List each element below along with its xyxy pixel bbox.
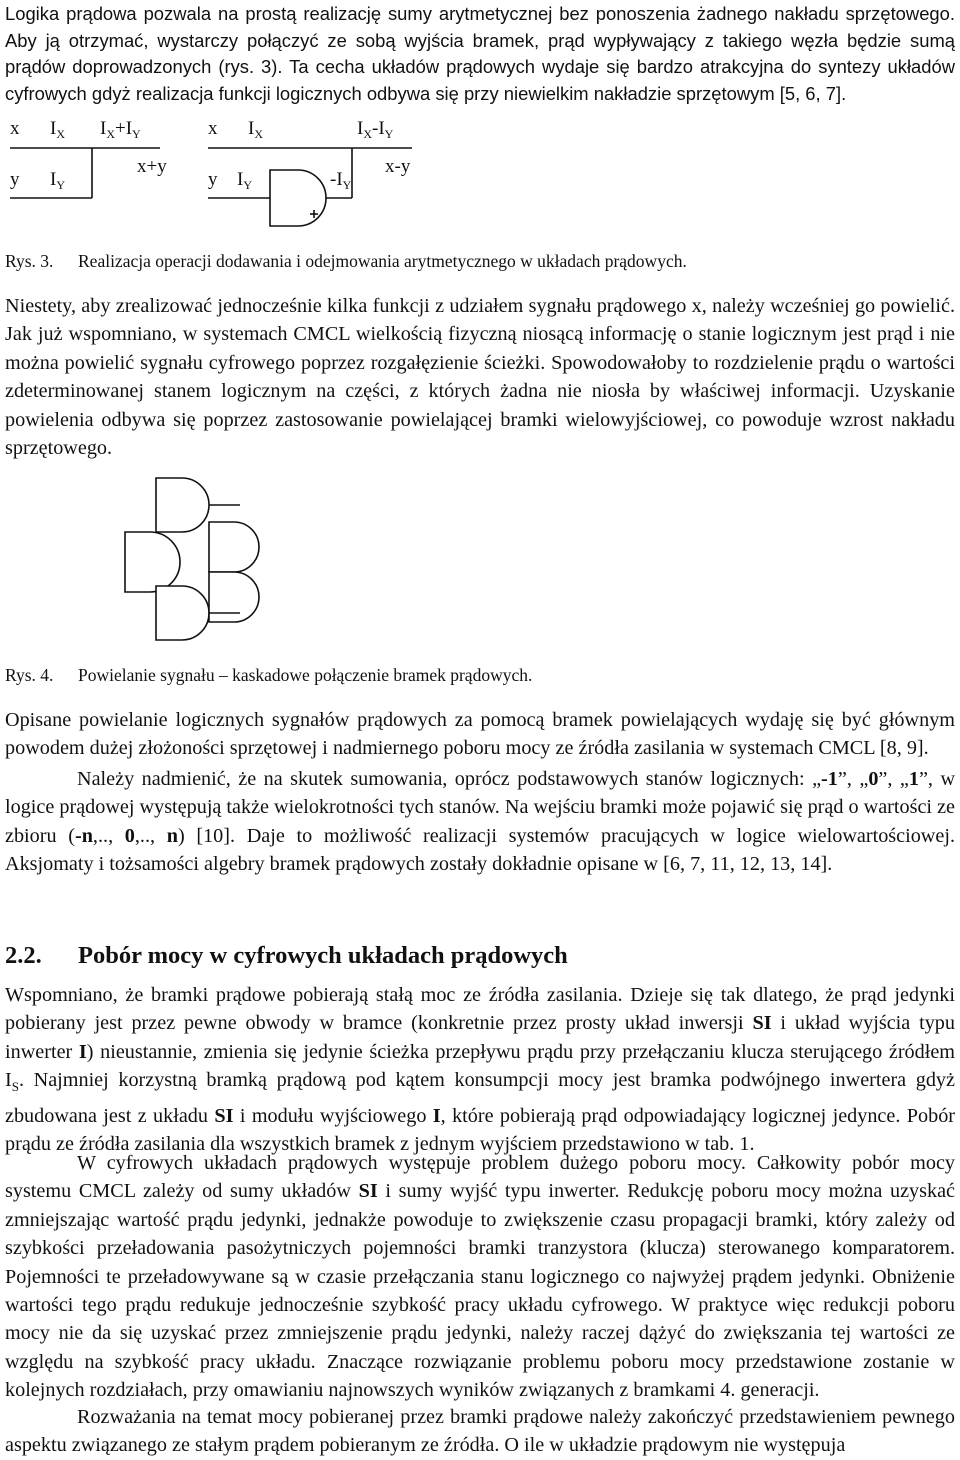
label-iy: $I_Y$ <box>50 169 65 192</box>
figure-3-caption <box>5 250 687 272</box>
section-title: Pobór mocy w cyfrowych układach prądowych <box>78 942 568 969</box>
paragraph-multiplicity: Należy nadmienić, że na skutek sumowania, oprócz podstawowych stanów logicznych: „-1”, „0”, „1”, w logice prądowej występują także wielokrotności tych stanów. Na wejściu bramki może pojawić się prąd o wartości ze zbioru (-n,.., 0,.., n) [10]. Daje to możliwość realizacji systemów pracujących w logice wielowartościowej. Aksjomaty i tożsamości algebry bramek prądowych zostały dokładnie opisane w [6, 7, 11, 12, 13, 14]. <box>5 768 956 876</box>
label-sum-result: x+y <box>137 156 167 177</box>
figure-3-diagram <box>0 112 440 222</box>
label-x: x <box>10 118 20 139</box>
label-y: y <box>208 169 218 190</box>
label-y: y <box>10 169 20 190</box>
label-ix: $I_X$ <box>248 118 263 141</box>
label-diff-current: $I_X-I_Y$ <box>357 118 394 141</box>
gate-1 <box>125 532 180 592</box>
paragraph-intro: Logika prądowa pozwala na prostą realizację sumy arytmetycznej bez ponoszenia żadnego nakładu sprzętowego. Aby ją otrzymać, wystarczy połączyć ze sobą wyjścia bramek, prąd wypływający z takiego węzła będzie sumą prądów doprowadzonych (rys. 3). Ta cecha układów prądowych wydaje się bardzo atrakcyjna do syntezy układów cyfrowych gdyż realizacja funkcji logicznych odbywa się przy niewielkim nakładzie sprzętowym [5, 6, 7]. <box>5 3 955 104</box>
section-heading <box>5 940 568 972</box>
gate-2 <box>156 478 209 532</box>
label-sum-current: $I_X+I_Y$ <box>100 118 141 141</box>
figure-4-caption <box>5 664 532 686</box>
paragraph-power-problem: W cyfrowych układach prądowych występuje problem dużego poboru mocy. Całkowity pobór mocy systemu CMCL zależy od sumy układów SI i sumy wyjść typu inwerter. Redukcję poboru mocy można uzyskać zmniejszając wartość prądu jedynki, jednakże powoduje to zwiększenie czasu propagacji bramki, który zależy od szybkości przeładowania pasożytniczych pojemności bramki tranzystora (klucza) sterowanego komparatorem. Pojemności te przeładowywane są w czasie przełączania stanu logicznego co najwyżej prądem jedynki. Obniżenie wartości tego prądu redukuje jednocześnie szybkość pracy układu cyfrowego. W praktyce więc redukcji poboru mocy nie da się uzyskać przez zmniejszenie prądu jedynki, należy raczej dążyć do zwiększania tej wartości ze względu na szybkość pracy układu. Znaczące rozwiązanie problemu poboru mocy przedstawione zostanie w kolejnych rozdziałach, przy omawianiu najnowszych wyników związanych z bramkami 4. generacji. <box>5 1152 955 1402</box>
label-diff-result: x-y <box>385 156 411 177</box>
adder-circuit <box>10 118 167 198</box>
gate-4 <box>209 522 259 572</box>
caption-text: Powielanie sygnału – kaskadowe połączenie bramek prądowych. <box>78 665 533 685</box>
paragraph-consequences: Opisane powielanie logicznych sygnałów prądowych za pomocą bramek powielających wydaję się być głównym powodem dużej złożoności sprzętowej i nadmiernego poboru mocy ze źródła zasilania w systemach CMCL [8, 9]. <box>5 709 955 760</box>
inverter-gate <box>270 170 326 226</box>
section-number: 2.2. <box>5 942 42 969</box>
label-x: x <box>208 118 218 139</box>
gate-3 <box>156 586 209 640</box>
gate-5 <box>209 572 259 622</box>
paragraph-static-current: Rozważania na temat mocy pobieranej przez bramki prądowe należy zakończyć przedstawieniem pewnego aspektu związanego ze stałym prądem pobieranym ze źródła. O ile w układzie prądowym nie występuja <box>5 1406 955 1457</box>
paragraph-power-draw: Wspomniano, że bramki prądowe pobierają stałą moc ze źródła zasilania. Dzieje się tak dlatego, że prąd jedynki pobierany jest przez pewne obwody w bramce (konkretnie przez prosty układ inwersji SI i układ wyjścia typu inwerter I) nieustannie, zmienia się jedynie ścieżka przepływu prądu przy przełączaniu klucza sterującego źródłem $I_S$. Najmniej korzystną bramką prądową pod kątem konsumpcji mocy jest bramka podwójnego inwertera gdyż zbudowana jest z układu SI i modułu wyjściowego I, które pobierają prąd odpowiadający logicznej jedynce. Pobór prądu ze źródła zasilania dla wszystkich bramek z jednym wyjściem przedstawiono w tab. 1. <box>5 984 956 1156</box>
caption-number: Rys. 3. <box>5 251 54 271</box>
gate-cascade <box>125 478 259 640</box>
caption-number: Rys. 4. <box>5 665 54 685</box>
paragraph-duplication: Niestety, aby zrealizować jednocześnie kilka funkcji z udziałem sygnału prądowego x, należy wcześniej go powielić. Jak już wspomniano, w systemach CMCL wielkością fizyczną niosącą informację o stanie logicznym jest prąd i nie można powielić sygnału cyfrowego poprzez rozgałęzienie ścieżki. Spowodowałoby to rozdzielenie prądu o wartości zdeterminowanej stanem logicznym na części, z których żadna nie niosła by właściwej informacji. Uzyskanie powielenia odbywa się poprzez zastosowanie powielającej bramki wielowyjściowej, co powoduje wzrost nakładu sprzętowego. <box>5 295 955 460</box>
subtractor-circuit <box>208 118 412 226</box>
caption-text: Realizacja operacji dodawania i odejmowania arytmetycznego w układach prądowych. <box>78 251 687 271</box>
label-iy: $I_Y$ <box>237 169 252 192</box>
label-neg-current: $-I_Y$ <box>330 169 352 192</box>
figure-4-diagram <box>0 470 400 670</box>
label-ix: $I_X$ <box>50 118 65 141</box>
